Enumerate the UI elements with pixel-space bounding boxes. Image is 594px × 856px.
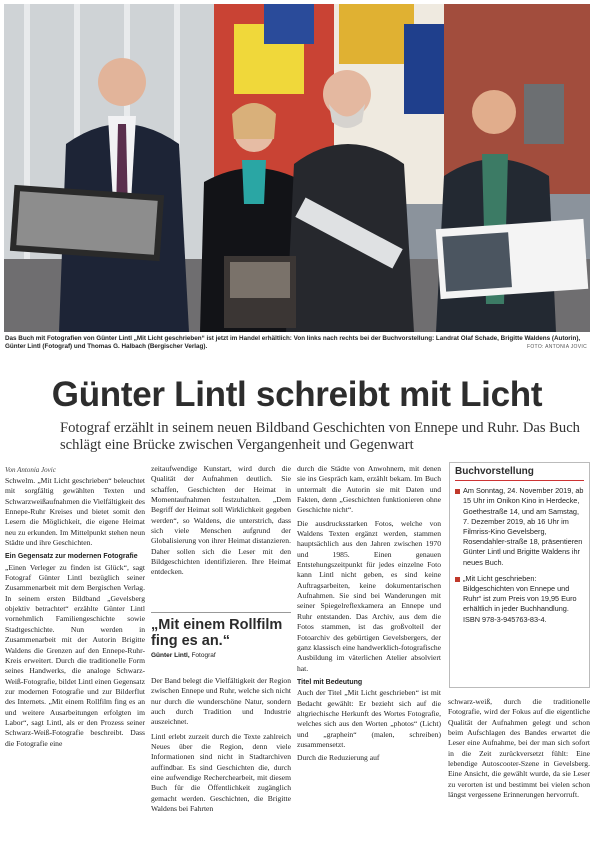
article-column-1	[5, 476, 145, 749]
pull-quote-text: „Mit einem Rollfilm fing es an.“	[151, 617, 283, 649]
article-column-4	[448, 697, 590, 800]
section-heading: Ein Gegensatz zur modernen Fotografie	[5, 553, 138, 561]
paragraph: Durch die Reduzierung auf	[297, 753, 380, 763]
box-item: Am Sonntag, 24. November 2019, ab 15 Uhr im Onikon Kino in Herdecke, Goethestraße 14, und am Samstag, 7. Dezember 2019, ab 16 Uhr im Filmriss-Kino Gevelsberg, Rosendahler-straße 18, präsentieren Günter Lintl und Brigitte Waldens ihr neues Buch.	[455, 486, 584, 568]
paragraph: Lintl erlebt zurzeit durch die Texte zahlreich Neues über die Region, denn viele Informationen sind nicht in Stadtarchiven auffindbar. Es sind Geschichten die, durch eine aufwendige Recherchearbeit, mit diesem Buch für die Öffentlichkeit zugänglich gemacht werden. Geschichten, die Brigitte Waldens bei Fahrten	[151, 731, 291, 814]
book-presentation-photo	[4, 4, 590, 332]
paragraph: durch die Städte von Anwohnern, mit denen sie ins Gespräch kam, erzählt bekam. Im Buch untermalt die Autorin sie mit Daten und Fakten, denn „Geschichten funktionieren ohne Geschichte nicht“.	[297, 464, 441, 515]
article-column-3	[297, 464, 441, 764]
photo-illustration	[4, 4, 590, 332]
paragraph: „Einen Verleger zu finden ist Glück“, sagt Fotograf Günter Lintl bezüglich seiner Zusammenarbeit mit dem Bergischen Verlag. In seinem ersten Bildband „Gevelsberg objektiv betrachtet“ erzählte Günter Lintl vornehmlich Familiengeschichte sowie Stadtgeschichte. Nun werden in Zusammenarbeit mit der Autorin Brigitte Waldens die Grenzen auf den Ennepe-Ruhr-Kreis erweitert. Durch die traditionelle Form seines Handwerks, die analoge Schwarz-Weiß-Fotografie, bildet Lintl einen Gegensatz zur modernen Fotografie und zur Bilderflut des Internets. „Mit einem Rollfilm fing es an und weitere Ausarbeitungen erfolgten im Labor“, sagt Lintl, als er den Prozess seiner Schwarz-Weiß-Fotografie beschreibt. Dass die Fotografie eine	[5, 562, 145, 748]
paragraph: Der Band belegt die Vielfältigkeit der Region zwischen Ennepe und Ruhr, welche sich nicht nur durch die wunderschöne Natur, sondern auch durch Tradition und Industrie auszeichnet.	[151, 676, 291, 727]
article-column-2	[151, 464, 291, 578]
quote-name: Günter Lintl,	[151, 652, 190, 659]
photo-caption	[5, 335, 589, 352]
book-presentation-box	[449, 462, 590, 688]
paragraph: Schwelm. „Mit Licht geschrieben“ beleuchtet mit sorgfältig gewählten Texten und Schwarzweißaufnahmen die Vielfältigkeit des Ennepe-Ruhr Kreises und bietet somit den Lesern die Möglichkeit, die eigene Heimat neu zu erkunden. Im Mittelpunkt stehen neun Städte und ihre Geschichten.	[5, 476, 145, 548]
paragraph: zeitaufwendige Kunstart, wird durch die Qualität der Aufnahmen deutlich. Sie schaffen, Geschichten der Heimat in Momentaufnahmen festzuhalten. „Dem Begriff der Heimat soll Wirklichkeit gegeben werden“, so Waldens, die unterstrich, dass sich viele Menschen aufgrund der Globalisierung von ihrer Heimat distanzieren. Daher sollen sich die Leser mit den Bildgeschichten identifizieren. Ihre Heimat entdecken.	[151, 464, 291, 577]
box-item: „Mit Licht geschrieben: Bildgeschichten von Ennepe und Ruhr“ ist zum Preis von 19,95 Euro erhältlich in jeder Buchhandlung. ISBN 978-3-945763-83-4.	[455, 574, 584, 625]
pull-quote-attribution	[151, 652, 291, 659]
quote-role: Fotograf	[191, 652, 216, 659]
article-column-2-continued	[151, 676, 291, 814]
paragraph: Die ausdrucksstarken Fotos, welche von Waldens Texten ergänzt werden, stammen hauptsächlich aus den Jahren zwischen 1970 und 1985. Einen genauen Entstehungszeitpunkt für jedes einzelne Foto kann Lintl nicht geben, es sind keine Auftragsarbeiten, keine dokumentarischen Aufnahmen. Sie sind bei Wanderungen mit seiner Spiegelreflexkamera an Ennepe und Ruhr entstanden. Das Archiv, aus dem die Fotos stammen, ist das großvolteil der Fotoarchiv des gebürtigen Gevelsbergers, der ganz klassisch eine handwerklich-fotografische Ausbildung im väterlichen Atelier absolviert hat.	[297, 518, 442, 673]
paragraph: Auch der Titel „Mit Licht geschrieben“ ist mit Bedacht gewählt: Er bezieht sich auf die altgriechische Herkunft des Wortes Fotografie, welches sich aus den Worten „photos“ (Licht) und „graphein“ (malen, schreiben) zusammensetzt.	[297, 688, 441, 749]
caption-text: Das Buch mit Fotografien von Günter Lintl „Mit Licht geschrieben“ ist jetzt im Handel erhältlich: Von links nach rechts bei der Buchvorstellung: Landrat Olaf Schade, Brigitte Waldens (Autorin), Günter Lintl (Fotograf) und Thomas G. Halbach (Bergischer Verlag).	[5, 335, 581, 351]
paragraph: schwarz-weiß, durch die traditionelle Fotografie, wird der Fokus auf die eigentliche Qualität der Aufnahmen gelegt und schon beim Aufschlagen des Bandes erwartet die Leser eine Aufnahme, bei der man sich sofort in die Zeit zurückversetzt fühlt: Eine lebendige Autoscooter-Szene in Gevelsberg. Eine Ansicht, die gewählt wurde, da sie Leser zu verorten ist und bestimmt bei vielen schon längst vergessene Erinnerungen hervorruft.	[448, 697, 590, 800]
headline: Günter Lintl schreibt mit Licht	[51, 375, 543, 414]
photo-credit: FOTO: ANTONIA JOVIC	[527, 344, 587, 351]
pull-quote	[151, 612, 291, 659]
subheadline: Fotograf erzählt in seinem neuen Bildband Geschichten von Ennepe und Ruhr. Das Buch schlägt eine Brücke zwischen Vergangenheit und Gegenwart	[60, 420, 580, 453]
box-title: Buchvorstellung	[455, 467, 584, 481]
author-line: Von Antonia Jovic	[5, 466, 56, 474]
section-heading: Titel mit Bedeutung	[297, 678, 363, 686]
